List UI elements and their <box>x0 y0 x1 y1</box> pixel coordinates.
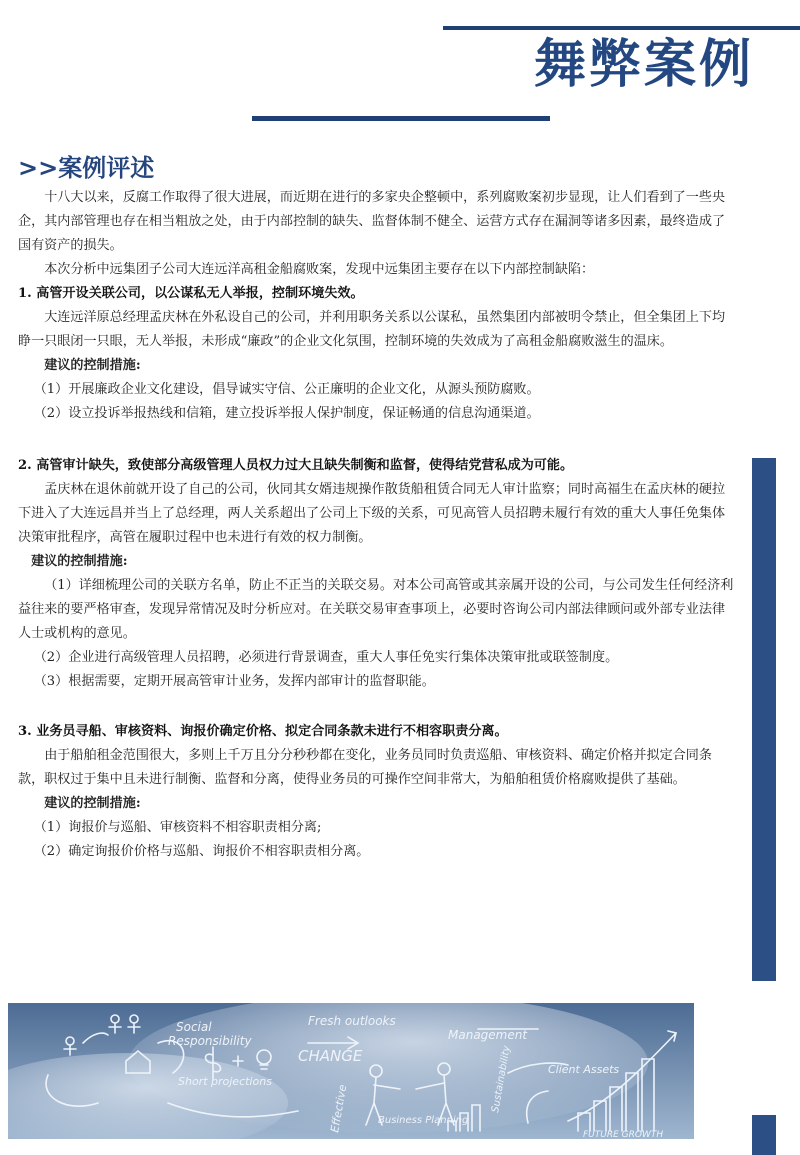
measure-item: （2）企业进行高级管理人员招聘，必须进行背景调查，重大人事任免实行集体决策审批或联签制度。 <box>33 650 619 665</box>
article-body <box>18 186 734 864</box>
header-top-rule <box>443 26 800 30</box>
measure-item: （1）详细梳理公司的关联方名单，防止不正当的关联交易。对本公司高管或其亲属开设的公司，与公司发生任何经济利益往来的要严格审查，发现异常情况及时分析应对。在关联交易审查事项上，必要时咨询公司内部法律顾问或外部专业法律人士或机构的意见。 <box>18 578 734 641</box>
measures-label: 建议的控制措施: <box>44 796 141 811</box>
defect-body: 大连远洋原总经理孟庆林在外私设自己的公司，并利用职务关系以公谋私，虽然集团内部被明令禁止，但全集团上下均睁一只眼闭一只眼，无人举报，未形成“廉政”的企业文化氛围，控制环境的失效成为了高租金船腐败滋生的温床。 <box>18 310 726 349</box>
title-underline-rule <box>252 116 550 121</box>
intro-paragraph: 十八大以来，反腐工作取得了很大进展，而近期在进行的多家央企整顿中，系列腐败案初步显现，让人们看到了一些央企，其内部管理也存在相当粗放之处，由于内部控制的缺失、监督体制不健全、运营方式存在漏洞等诸多因素，最终造成了国有资产的损失。 <box>18 190 726 253</box>
defect-heading: 3. 业务员寻船、审核资料、询报价确定价格、拟定合同条款未进行不相容职责分离。 <box>18 724 508 739</box>
measure-item: （1）询报价与巡船、审核资料不相容职责相分离; <box>33 820 322 835</box>
business-doodle-banner <box>8 1003 694 1139</box>
defect-heading: 2. 高管审计缺失，致使部分高级管理人员权力过大且缺失制衡和监督，使得结党营私成为可能。 <box>18 458 574 473</box>
doodle-word: CHANGE <box>298 1047 363 1065</box>
section-heading: >>案例评述 <box>18 154 155 182</box>
defect-body: 由于船舶租金范围很大，多则上千万且分分秒秒都在变化，业务员同时负责巡船、审核资料、确定价格并拟定合同条款，职权过于集中且未进行制衡、监督和分离，使得业务员的可操作空间非常大，为船舶租赁价格腐败提供了基础。 <box>18 748 712 787</box>
side-decoration-bar <box>752 458 776 981</box>
measure-item: （2）确定询报价价格与巡船、询报价不相容职责相分离。 <box>33 844 370 859</box>
doodle-word: Management <box>448 1028 528 1042</box>
doodle-word: Fresh outlooks <box>308 1014 396 1028</box>
doodle-word: Short projections <box>178 1075 272 1088</box>
doodle-word: Sustainability <box>490 1044 513 1114</box>
measures-label: 建议的控制措施: <box>44 358 141 373</box>
doodle-word: Effective <box>328 1083 350 1134</box>
doodle-word: Business Planning <box>378 1115 469 1126</box>
doodle-word: Responsibility <box>168 1034 252 1048</box>
defect-heading: 1. 高管开设关联公司，以公谋私无人举报，控制环境失效。 <box>18 286 364 301</box>
measures-label: 建议的控制措施: <box>31 554 128 569</box>
measure-item: （1）开展廉政企业文化建设，倡导诚实守信、公正廉明的企业文化，从源头预防腐败。 <box>33 382 540 397</box>
doodle-word: Client Assets <box>548 1063 620 1076</box>
section-spacer <box>18 426 734 454</box>
banner-illustration <box>8 1003 694 1139</box>
measure-item: （2）设立投诉举报热线和信箱，建立投诉举报人保护制度，保证畅通的信息沟通渠道。 <box>33 406 540 421</box>
section-spacer <box>18 694 734 720</box>
doodle-word: Social <box>176 1020 212 1034</box>
side-decoration-bar-bottom <box>752 1115 776 1155</box>
defect-body: 孟庆林在退休前就开设了自己的公司，伙同其女婿违规操作散货船租赁合同无人审计监察；同时高福生在孟庆林的硬拉下进入了大连远昌并当上了总经理，两人关系超出了公司上下级的关系，可见高管人员招聘未履行有效的重大人事任免集体决策审批程序，高管在履职过程中也未进行有效的权力制衡。 <box>18 482 726 545</box>
doodle-word: FUTURE GROWTH <box>583 1130 664 1139</box>
measure-item: （3）根据需要，定期开展高管审计业务，发挥内部审计的监督职能。 <box>33 674 435 689</box>
intro-paragraph: 本次分析中远集团子公司大连远洋高租金船腐败案，发现中远集团主要存在以下内部控制缺陷： <box>44 262 595 277</box>
page-title: 舞弊案例 <box>533 35 754 95</box>
